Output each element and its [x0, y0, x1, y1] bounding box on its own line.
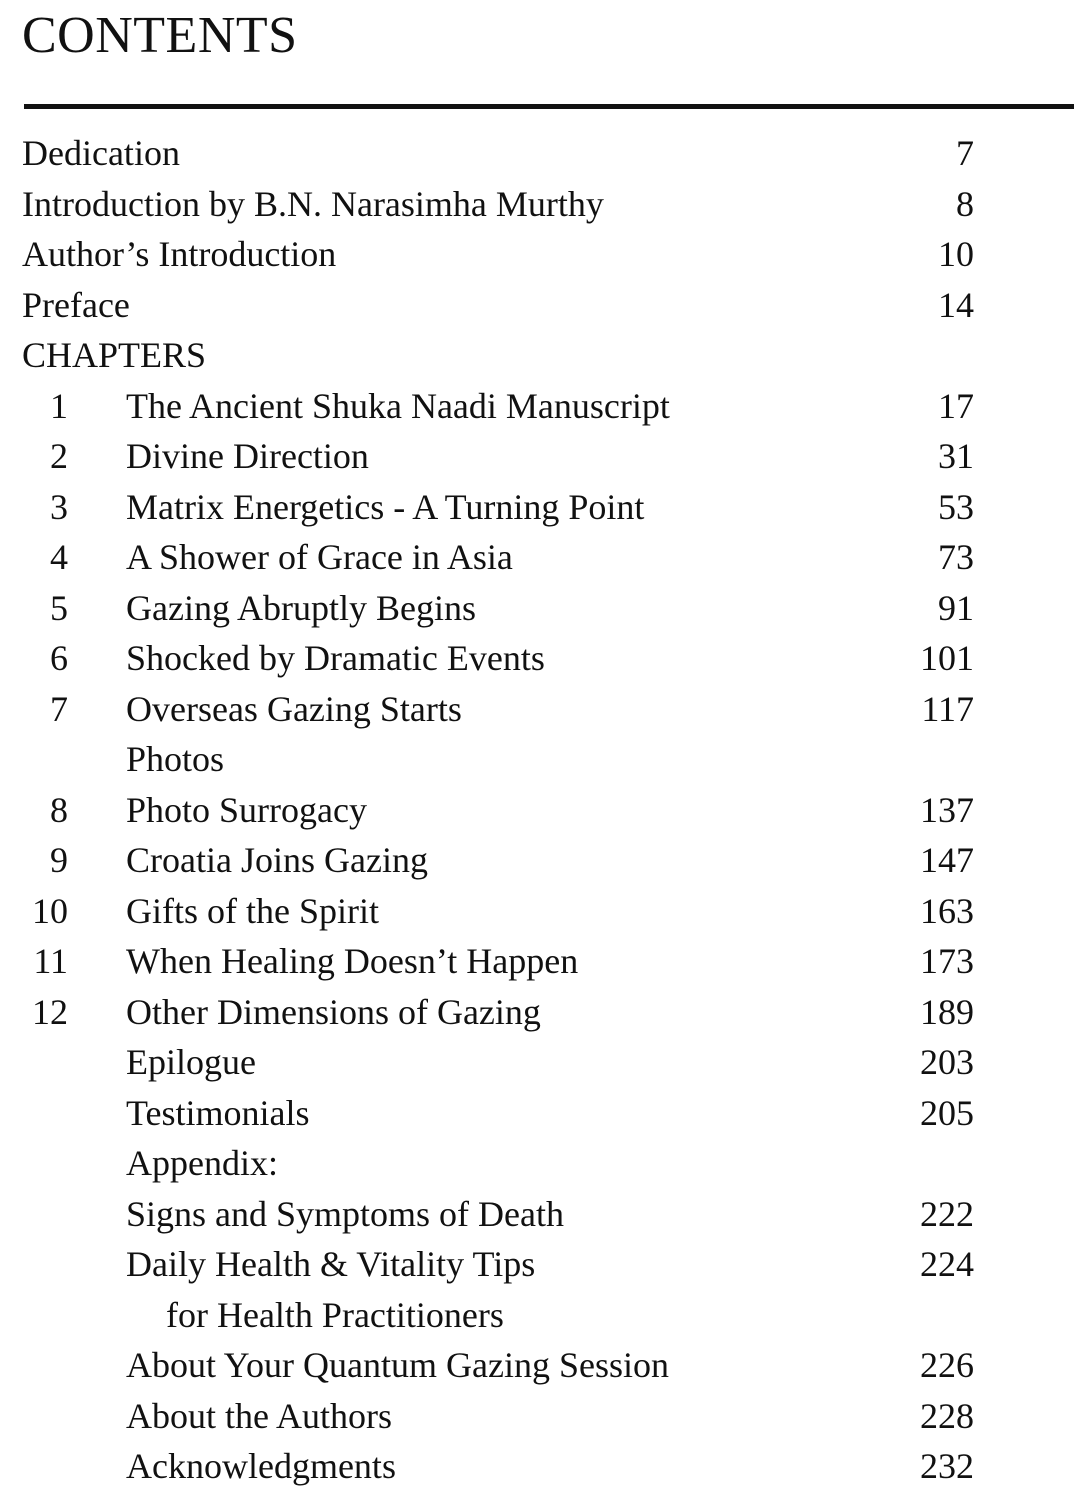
toc-entry	[0, 835, 1080, 886]
toc-entry	[0, 684, 1080, 735]
page-number: 137	[920, 789, 974, 830]
entry-title: Epilogue	[126, 1042, 256, 1082]
toc-entry	[0, 785, 1080, 836]
page-number: 7	[956, 133, 974, 173]
toc-entry	[0, 583, 1080, 634]
entry-title: for Health Practitioners	[166, 1294, 504, 1335]
entry-title: Author’s Introduction	[22, 234, 337, 274]
toc-entry	[0, 1088, 1080, 1139]
chapter-number: 1	[50, 385, 68, 426]
chapter-number: 12	[32, 991, 68, 1032]
chapter-number: 9	[50, 840, 68, 880]
entry-title: Overseas Gazing Starts	[126, 688, 462, 729]
entry-title: About the Authors	[126, 1395, 392, 1436]
entry-title: CHAPTERS	[22, 335, 207, 375]
toc-entry	[0, 936, 1080, 987]
entry-title: Other Dimensions of Gazing	[126, 991, 541, 1032]
toc-entry	[0, 482, 1080, 533]
page-number: 189	[920, 991, 974, 1032]
toc-entry	[0, 1290, 1080, 1341]
page-number: 53	[938, 486, 974, 527]
entry-title: Gazing Abruptly Begins	[126, 587, 476, 628]
page-number: 91	[938, 587, 974, 628]
toc-entry	[0, 1391, 1080, 1442]
entry-title: Introduction by B.N. Narasimha Murthy	[22, 183, 604, 224]
entry-title: Daily Health & Vitality Tips	[126, 1244, 536, 1284]
toc-entry	[0, 179, 1080, 230]
chapter-number: 6	[50, 638, 68, 678]
toc-entry	[0, 229, 1080, 280]
toc-entry	[0, 633, 1080, 684]
entry-title: The Ancient Shuka Naadi Manuscript	[126, 385, 670, 426]
page-title: CONTENTS	[22, 7, 298, 64]
entry-title: Preface	[22, 284, 130, 325]
page-number: 147	[920, 840, 974, 880]
page-number: 222	[920, 1193, 974, 1234]
toc-entry	[0, 128, 1080, 179]
toc-entry	[0, 1138, 1080, 1189]
entry-title: Dedication	[22, 133, 180, 173]
entry-title: Shocked by Dramatic Events	[126, 638, 545, 678]
toc-entry	[0, 886, 1080, 937]
toc-entry	[0, 734, 1080, 785]
chapter-number: 4	[50, 537, 68, 577]
page-number: 14	[938, 284, 974, 325]
entry-title: Acknowledgments	[126, 1446, 396, 1486]
chapter-number: 3	[50, 486, 68, 527]
toc-entry	[0, 1239, 1080, 1290]
entry-title: Signs and Symptoms of Death	[126, 1193, 564, 1234]
page-number: 203	[920, 1042, 974, 1082]
chapter-number: 8	[50, 789, 68, 830]
toc-entry	[0, 1037, 1080, 1088]
toc-entry	[0, 1189, 1080, 1240]
entry-title: Divine Direction	[126, 436, 369, 476]
page-number: 73	[938, 537, 974, 577]
chapter-number: 7	[50, 688, 68, 729]
entry-title: Appendix:	[126, 1143, 278, 1183]
toc-entry	[0, 1441, 1080, 1492]
page-number: 228	[920, 1395, 974, 1436]
page-number: 8	[956, 183, 974, 224]
page-number: 17	[938, 385, 974, 426]
chapter-number: 5	[50, 587, 68, 628]
entry-title: Photo Surrogacy	[126, 789, 367, 830]
chapter-number: 10	[32, 890, 68, 931]
page-number: 205	[920, 1092, 974, 1133]
entry-title: When Healing Doesn’t Happen	[126, 941, 579, 981]
toc-entry	[0, 330, 1080, 381]
toc-entry	[0, 987, 1080, 1038]
toc-entry	[0, 532, 1080, 583]
page-number: 10	[938, 234, 974, 274]
entry-title: Matrix Energetics - A Turning Point	[126, 486, 645, 527]
page-number: 232	[920, 1446, 974, 1486]
title-rule	[24, 104, 1074, 109]
toc-entry	[0, 431, 1080, 482]
toc-entry	[0, 280, 1080, 331]
page-number: 163	[920, 890, 974, 931]
entry-title: Gifts of the Spirit	[126, 890, 379, 931]
toc-entry	[0, 1340, 1080, 1391]
page-number: 173	[920, 941, 974, 981]
toc-entry	[0, 381, 1080, 432]
entry-title: About Your Quantum Gazing Session	[126, 1345, 670, 1385]
chapter-number: 2	[50, 436, 68, 476]
page-number: 101	[920, 638, 974, 678]
entry-title: Croatia Joins Gazing	[126, 840, 428, 880]
entry-title: Testimonials	[126, 1092, 310, 1133]
page-number: 117	[921, 688, 974, 729]
entry-title: A Shower of Grace in Asia	[126, 537, 513, 577]
entry-title: Photos	[126, 739, 225, 779]
chapter-number: 11	[33, 941, 68, 981]
page-number: 224	[920, 1244, 974, 1284]
page-number: 226	[920, 1345, 974, 1385]
page-number: 31	[938, 436, 974, 476]
